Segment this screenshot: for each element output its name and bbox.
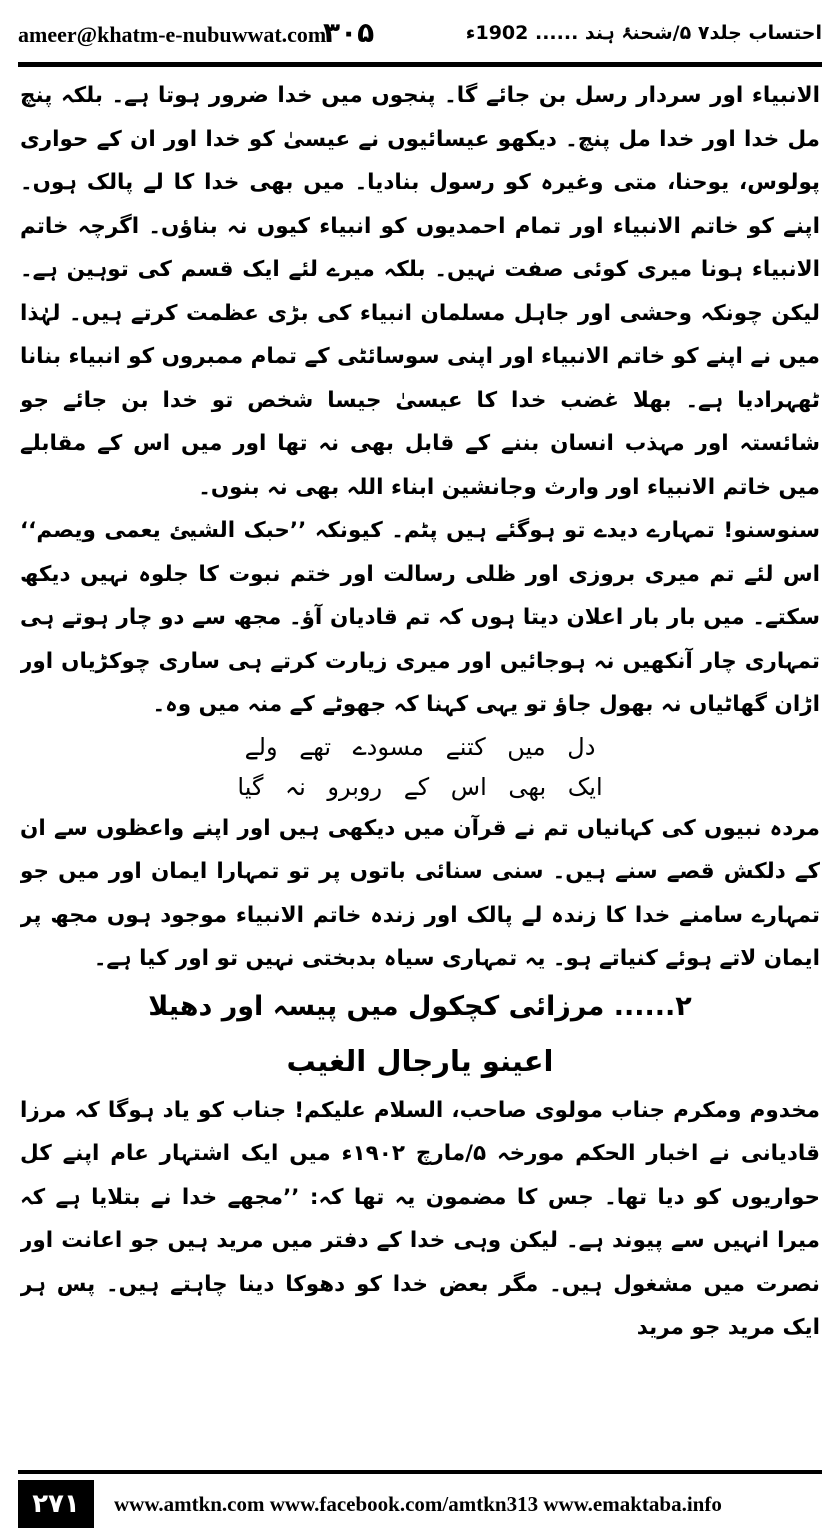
verse-line-2: ایک بھی اس کے روبرو نہ گیا	[237, 772, 603, 801]
page-body	[20, 74, 820, 1444]
section-heading: ۲...... مرزائی کچکول میں پیسہ اور دھیلا	[148, 990, 692, 1022]
paragraph-3: مردہ نبیوں کی کہانیاں تم نے قرآن میں دیکھی ہیں اور اپنے واعظوں سے ان کے دلکش قصے سنے ہیں۔ سنی سنائی باتوں پر تو تمہارا ایمان اور میں جو تمہارے سامنے خدا کا زندہ لے پالک اور زندہ خاتم الانبیاء موجود ہوں مجھ پر ایمان لاتے ہوئے کنیاتے ہو۔ یہ تمہاری سیاہ بدبختی نہیں تو اور کیا ہے۔	[20, 815, 820, 971]
header-book-title: احتساب جلد۷ ۵/شحنۂ ہند ...... 1902ء	[465, 22, 822, 44]
header-page-number: ۳۰۵	[323, 16, 375, 49]
footer-links: www.amtkn.com www.facebook.com/amtkn313 www.emaktaba.info	[114, 1492, 722, 1516]
page-header	[18, 10, 822, 62]
verse-line-1: دل میں کتنے مسودے تھے ولے	[244, 732, 596, 761]
footer-page-number: ۲۷۱	[18, 1480, 94, 1528]
section-subheading: اعینو یارجال الغیب	[286, 1043, 554, 1078]
paragraph-2: سنوسنو! تمہارے دیدے تو ہوگئے ہیں پٹم۔ کیونکہ ’’حبک الشیئ یعمی ویصم‘‘ اس لئے تم میری بروزی اور ظلی رسالت اور ختم نبوت کا جلوہ نہیں دیکھ سکتے۔ میں بار بار اعلان دیتا ہوں کہ تم قادیان آؤ۔ مجھ سے دو چار ہوتے ہی تمہاری چار آنکھیں نہ ہوجائیں اور میری زیارت کرتے ہی ساری چوکڑیاں اور اڑان گھاٹیاں نہ بھول جاؤ تو یہی کہنا کہ جھوٹے کے منہ میں وہ۔	[20, 518, 820, 717]
footer-rule	[18, 1470, 822, 1474]
header-email: ameer@khatm-e-nubuwwat.com	[18, 22, 327, 47]
paragraph-1: الانبیاء اور سردار رسل بن جائے گا۔ پنجوں میں خدا ضرور ہوتا ہے۔ بلکہ پنچ مل خدا اور خدا مل پنچ۔ دیکھو عیسائیوں نے عیسیٰ کو خدا اور ان کے حواری پولوس، یوحنا، متی وغیرہ کو رسول بنادیا۔ میں بھی خدا کا لے پالک ہوں۔ اپنے کو خاتم الانبیاء اور تمام احمدیوں کو انبیاء کیوں نہ بناؤں۔ اگرچہ خاتم الانبیاء ہونا میری کوئی صفت نہیں۔ بلکہ میرے لئے ایک قسم کی توہین ہے۔ لیکن چونکہ وحشی اور جاہل مسلمان انبیاء کی بڑی عظمت کرتے ہیں۔ لہٰذا میں نے اپنے کو خاتم الانبیاء اور اپنی سوسائٹی کے تمام ممبروں کو انبیاء بنانا ٹھہرادیا ہے۔ بھلا غضب خدا کا عیسیٰ جیسا شخص تو خدا بن جائے جو شائستہ اور مہذب انسان بننے کے قابل بھی نہ تھا اور میں اس کے مقابلے میں خاتم الانبیاء اور وارث وجانشین ابناء اللہ بھی نہ بنوں۔	[20, 83, 820, 500]
header-rule	[18, 62, 822, 67]
page-footer	[18, 1470, 822, 1532]
paragraph-4: مخدوم ومکرم جناب مولوی صاحب، السلام علیکم! جناب کو یاد ہوگا کہ مرزا قادیانی نے اخبار الحکم مورخہ ۵/مارچ ۱۹۰۲ء میں ایک اشتہار عام اپنے کل حواریوں کو دیا تھا۔ جس کا مضمون یہ تھا کہ: ’’مجھے خدا نے بتلایا ہے کہ میرا انہیں سے پیوند ہے۔ لیکن وہی خدا کے دفتر میں مرید ہیں جو اعانت اور نصرت میں مشغول ہیں۔ مگر بعض خدا کو دھوکا دینا چاہتے ہیں۔ پس ہر ایک مرید جو مرید	[20, 1097, 820, 1340]
